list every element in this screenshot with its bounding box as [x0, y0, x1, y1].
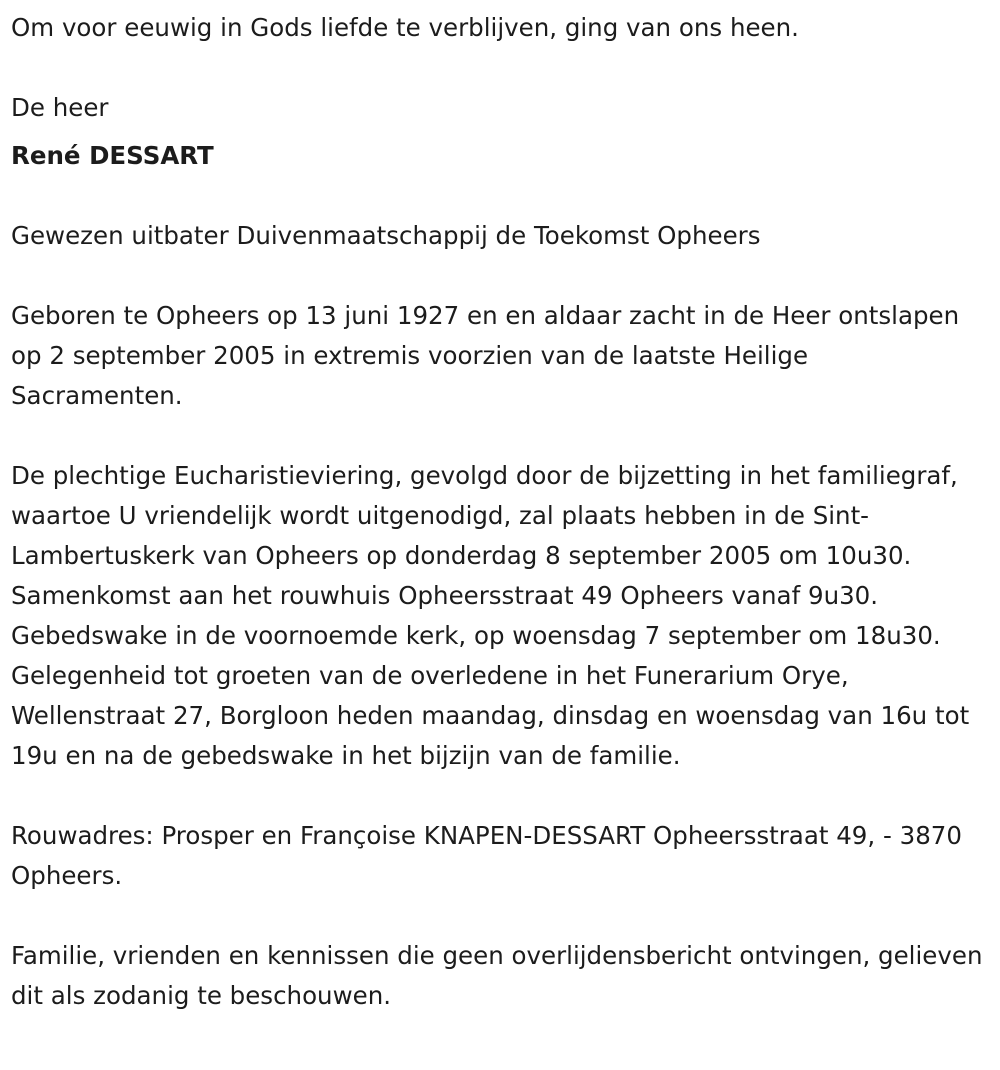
ceremony-paragraph: De plechtige Eucharistieviering, gevolgd door de bijzetting in het familiegraf, waartoe U vriendelijk wordt uitgenodigd, zal plaats hebben in de Sint-Lambertuskerk van Opheers op donderdag 8 september 2005 om 10u30. Samenkomst aan het rouwhuis Opheersstraat 49 Opheers vanaf 9u30. Gebedswake in de voornoemde kerk, op woensdag 7 september om 18u30. Gelegenheid tot groeten van de overledene in het Funerarium Orye, Wellenstraat 27, Borgloon heden maandag, dinsdag en woensdag van 16u tot 19u en na de gebedswake in het bijzijn van de familie.: [11, 461, 970, 770]
mourning-address: Rouwadres: Prosper en Françoise KNAPEN-DESSART Opheersstraat 49, - 3870 Opheers.: [11, 821, 962, 890]
intro-line: Om voor eeuwig in Gods liefde te verblijven, ging van ons heen.: [11, 13, 799, 42]
salutation: De heer: [11, 93, 109, 122]
closing-paragraph: Familie, vrienden en kennissen die geen overlijdensbericht ontvingen, gelieven dit als zodanig te beschouwen.: [11, 941, 983, 1010]
occupation-line: Gewezen uitbater Duivenmaatschappij de Toekomst Opheers: [11, 221, 761, 250]
birth-death-paragraph: Geboren te Opheers op 13 juni 1927 en en aldaar zacht in de Heer ontslapen op 2 september 2005 in extremis voorzien van de laatste Heilige Sacramenten.: [11, 301, 960, 410]
deceased-name: René DESSART: [11, 141, 214, 170]
obituary-notice: [11, 8, 986, 1016]
